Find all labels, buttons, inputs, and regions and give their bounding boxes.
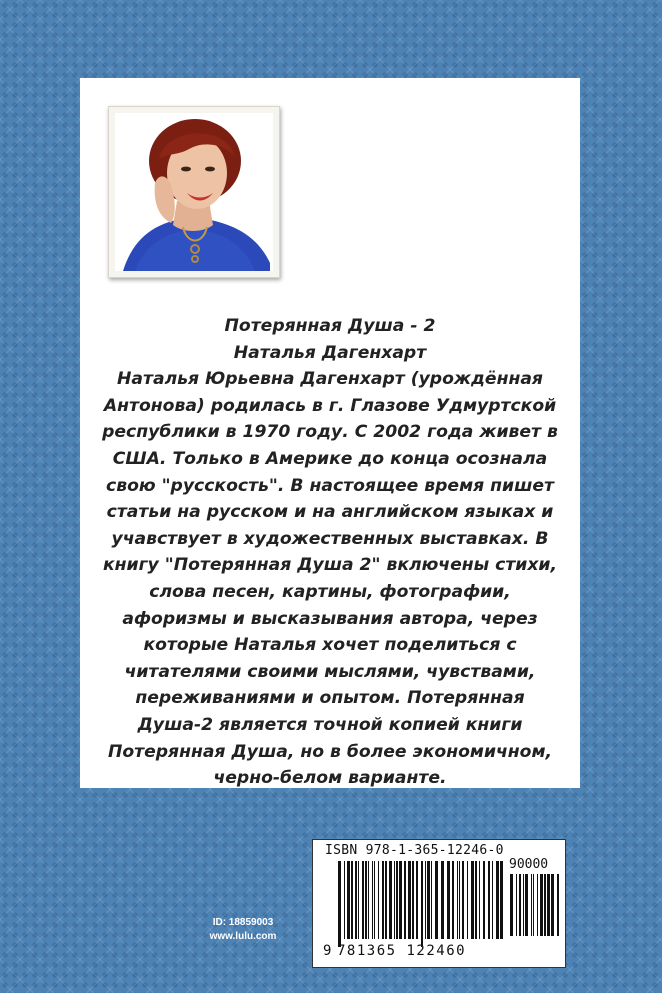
- barcode-bar: [510, 874, 513, 936]
- barcode-bar: [355, 861, 357, 939]
- author-name: Наталья Дагенхарт: [233, 342, 427, 363]
- barcode-bar: [447, 861, 450, 939]
- book-title: Потерянная Душа - 2: [224, 316, 436, 336]
- description-line: Антонова) родилась в г. Глазове Удмуртской: [103, 395, 557, 416]
- publisher-info: [198, 916, 288, 944]
- barcode-bar: [519, 874, 521, 936]
- barcode-bar: [365, 861, 367, 939]
- description-line: статьи на русском и на английском языках и: [106, 502, 554, 523]
- description-line: Душа-2 являeтся точной копией книги: [137, 714, 523, 735]
- author-photo-frame: [108, 106, 280, 278]
- barcode-bar: [389, 861, 392, 939]
- barcode-bar: [427, 861, 430, 939]
- barcode-bar: [544, 874, 546, 936]
- barcode-bar: [547, 874, 550, 936]
- author-photo: [115, 113, 273, 271]
- description-line: переживаниями и опытом. Потерянная: [135, 688, 525, 709]
- description-line: республики в 1970 году. С 2002 года живет в: [102, 422, 558, 443]
- barcode-bar: [358, 861, 359, 939]
- barcode-bar: [435, 861, 438, 939]
- barcode-bar: [467, 861, 468, 939]
- barcode-bar: [368, 861, 369, 939]
- barcode-bar: [351, 861, 353, 939]
- barcode-bar: [452, 861, 454, 939]
- barcode-bar: [394, 861, 395, 939]
- barcode-bar: [416, 861, 418, 939]
- barcode-bar: [412, 861, 414, 939]
- barcode-bar: [533, 874, 534, 936]
- barcode-bar: [408, 861, 411, 939]
- barcode-bar: [372, 861, 373, 939]
- barcode-bar: [378, 861, 379, 939]
- barcode-bar: [399, 861, 402, 939]
- barcode-bar: [459, 861, 460, 939]
- barcode-bar: [523, 874, 524, 936]
- barcode-bar: [496, 861, 499, 939]
- description-line: Потерянная Душа, но в более экономичном,: [107, 741, 553, 762]
- description-line: учавствует в художественных выставках. В: [111, 528, 549, 549]
- barcode-bar: [344, 861, 345, 939]
- barcode-bars: [338, 861, 506, 947]
- barcode-bar: [382, 861, 384, 939]
- publisher-url: www.lulu.com: [209, 931, 277, 942]
- description-line: которые Наталья хочет поделиться с: [143, 635, 517, 656]
- description-line: афоризмы и высказывания автора, через: [122, 608, 538, 629]
- barcode-bar: [404, 861, 406, 939]
- description-line: США. Только в Америке до конца осознала: [112, 448, 548, 469]
- barcode-bar: [483, 861, 485, 939]
- barcode-bar: [431, 861, 432, 939]
- barcode-bar: [537, 874, 538, 936]
- description-line: Наталья Юрьевна Дагенхарт (урождённая: [117, 369, 543, 390]
- description-line: слова песен, картины, фотографии,: [149, 581, 511, 602]
- barcode-bar: [421, 861, 423, 947]
- barcode-first-digit: 9: [323, 943, 333, 959]
- barcode-bar: [479, 861, 480, 939]
- barcode-bar: [374, 861, 375, 939]
- book-description: [80, 313, 580, 792]
- barcode-bar: [462, 861, 464, 939]
- description-line: черно-белом варианте.: [213, 768, 447, 789]
- barcode-bar: [385, 861, 387, 939]
- barcode-bar: [531, 874, 532, 936]
- addon-barcode-bars: [510, 874, 560, 944]
- barcode-bar: [525, 874, 528, 936]
- barcode-bar: [396, 861, 398, 939]
- description-line: читателями своими мыслями, чувствами,: [124, 661, 536, 682]
- price-code: 90000: [509, 857, 549, 872]
- isbn-barcode: [312, 839, 566, 968]
- barcode-digits: [323, 943, 467, 959]
- barcode-bar: [500, 861, 503, 939]
- barcode-bar: [362, 861, 364, 939]
- barcode-bar: [540, 874, 543, 936]
- barcode-digit-groups: 781365 122460: [337, 943, 467, 959]
- barcode-bar: [551, 874, 554, 936]
- barcode-bar: [347, 861, 350, 939]
- barcode-bar: [557, 874, 559, 936]
- barcode-bar: [338, 861, 341, 947]
- barcode-bar: [457, 861, 458, 939]
- publisher-id: ID: 18859003: [212, 917, 274, 928]
- barcode-bar: [475, 861, 477, 939]
- barcode-bar: [471, 861, 474, 939]
- barcode-bar: [425, 861, 426, 939]
- barcode-bar: [488, 861, 490, 939]
- barcode-bar: [516, 874, 517, 936]
- description-line: свою "русскость". В настоящее время пишет: [106, 475, 554, 496]
- barcode-bar: [492, 861, 493, 939]
- description-line: книгу "Потерянная Душа 2" включены стихи,: [102, 555, 558, 576]
- barcode-bar: [441, 861, 444, 939]
- isbn-label: ISBN 978-1-365-12246-0: [325, 843, 504, 858]
